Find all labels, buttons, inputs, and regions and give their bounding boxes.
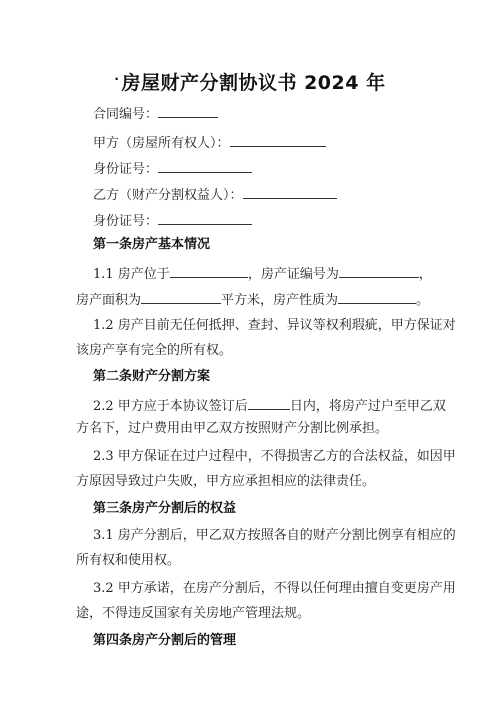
party-b-blank [243, 185, 337, 199]
section-3-heading: 第三条房产分割后的权益 [93, 501, 237, 516]
section-2-3-line-2: 方原因导致过户失败，甲方应承担相应的法律责任。 [76, 474, 376, 489]
text-segment: 1.1 房产位于 [93, 267, 170, 282]
party-a-label: 甲方（房屋所有权人）： [93, 136, 230, 151]
contract-number-blank [158, 104, 218, 118]
document-title [0, 68, 500, 95]
section-3-2-line-2: 途，不得违反国家有关房地产管理法规。 [76, 606, 311, 621]
text-segment: 房产面积为 [76, 293, 142, 308]
party-b-field [93, 185, 337, 204]
party-a-id-label: 身份证号： [93, 162, 159, 177]
section-1-1-line-1 [93, 264, 432, 283]
text-segment: 日内，将房产过户至甲乙双 [289, 399, 446, 414]
text-segment: 。 [416, 293, 430, 308]
party-b-label: 乙方（财产分割权益人）： [93, 188, 243, 203]
section-2-heading: 第二条财产分割方案 [93, 369, 211, 384]
section-1-heading: 第一条房产基本情况 [93, 237, 211, 252]
contract-number-label: 合同编号： [93, 107, 159, 122]
section-1-2-line-2: 该房产享有完全的所有权。 [76, 343, 233, 358]
title-text: 房屋财产分割协议书 2024 年 [121, 72, 386, 94]
party-b-id-label: 身份证号： [93, 214, 159, 229]
text-segment: 2.2 甲方应于本协议签订后 [93, 399, 248, 414]
section-2-2-line-1 [93, 396, 446, 415]
party-a-id-blank [158, 159, 252, 173]
text-segment: ，房产证编号为 [247, 267, 339, 282]
section-3-2-line-1: 3.2 甲方承诺，在房产分割后，不得以任何理由擅自变更房产用 [93, 581, 456, 596]
section-1-1-line-2 [76, 290, 429, 309]
property-nature-blank [338, 290, 416, 304]
section-2-3-line-1: 2.3 甲方保证在过户过程中，不得损害乙方的合法权益，如因甲 [93, 449, 456, 464]
party-a-blank [230, 133, 326, 147]
party-a-id-field [93, 159, 252, 178]
section-2-2-line-2: 方名下，过户费用由甲乙双方按照财产分割比例承担。 [76, 421, 389, 436]
section-4-heading: 第四条房产分割后的管理 [93, 633, 237, 648]
title-mark: · [114, 72, 120, 86]
party-a-field [93, 133, 326, 152]
party-b-id-blank [158, 211, 252, 225]
text-segment: 平方米，房产性质为 [221, 293, 339, 308]
section-3-1-line-1: 3.1 房产分割后，甲乙双方按照各自的财产分割比例享有相应的 [93, 528, 456, 543]
text-segment: ， [418, 267, 432, 282]
contract-number-field [93, 104, 218, 123]
section-1-2-line-1: 1.2 房产目前无任何抵押、查封、异议等权利瑕疵，甲方保证对 [93, 318, 456, 333]
location-blank [170, 264, 248, 278]
party-b-id-field [93, 211, 252, 230]
section-3-1-line-2: 所有权和使用权。 [76, 553, 181, 568]
days-blank [248, 396, 290, 410]
area-blank [141, 290, 221, 304]
certificate-number-blank [339, 264, 419, 278]
